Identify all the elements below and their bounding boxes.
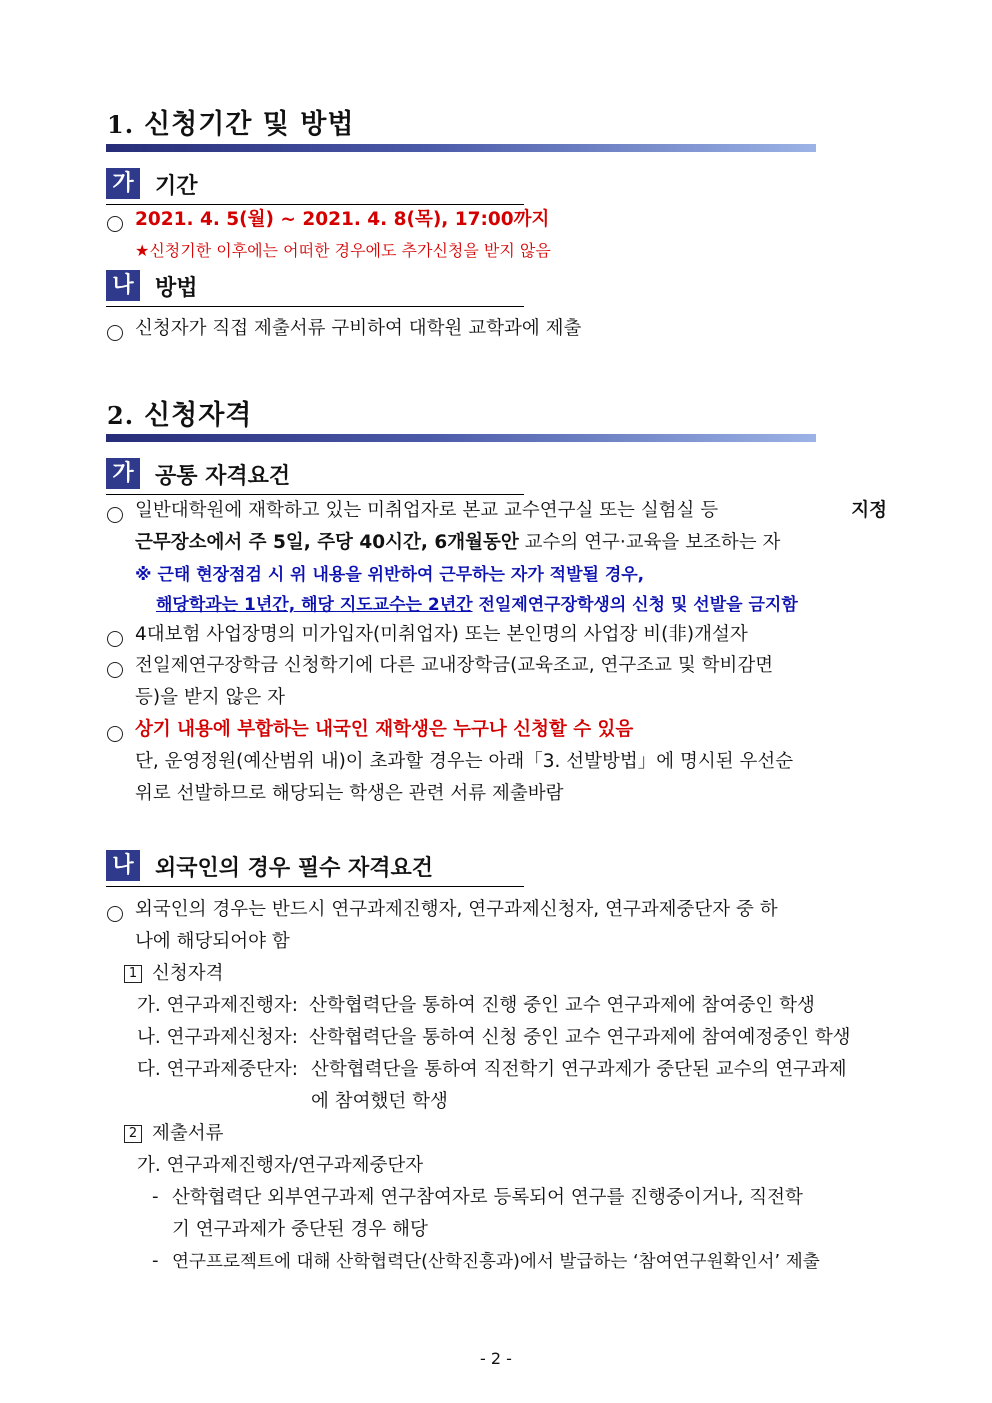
subsection-title: 방법 [155, 276, 198, 301]
bullet-circle-icon [107, 662, 123, 678]
qual-na-value: 산학협력단을 통하여 신청 중인 교수 연구과제에 참여예정중인 학생 [309, 1027, 851, 1048]
document-1-line1: 산학협력단 외부연구과제 연구참여자로 등록되어 연구를 진행중이거나, 직전학 [172, 1187, 803, 1208]
dash-bullet: - [152, 1186, 159, 1207]
item1-line1: 일반대학원에 재학하고 있는 미취업자로 본교 교수연구실 또는 실험실 등 지정 [135, 500, 887, 521]
subsection-badge: 가 [106, 458, 140, 489]
bullet-circle-icon [107, 507, 123, 523]
bullet-circle-icon [107, 216, 123, 232]
period-dates: 2021. 4. 5(월) ~ 2021. 4. 8(목), 17:00까지 [135, 209, 550, 230]
item4-line1: 상기 내용에 부합하는 내국인 재학생은 누구나 신청할 수 있음 [135, 719, 634, 740]
subsection-1-na [106, 270, 524, 307]
subsection-badge: 가 [106, 168, 140, 199]
item4-line2: 단, 운영정원(예산범위 내)이 초과할 경우는 아래「3. 선발방법」에 명시된 우선순 [135, 751, 794, 772]
bullet-circle-icon [107, 726, 123, 742]
qual-ga-value: 산학협력단을 통하여 진행 중인 교수 연구과제에 참여중인 학생 [309, 995, 815, 1016]
item2-text: 4대보험 사업장명의 미가입자(미취업자) 또는 본인명의 사업장 비(非)개설자 [135, 624, 748, 645]
section-2-title: 2. 신청자격 [107, 400, 253, 431]
bullet-circle-icon [107, 325, 123, 341]
documents-heading: 2 제출서류 [124, 1121, 223, 1147]
item1-line2: 근무장소에서 주 5일, 주당 40시간, 6개월동안 교수의 연구·교육을 보조하는 자 [135, 532, 781, 553]
subsection-title: 외국인의 경우 필수 자격요건 [155, 856, 434, 881]
bullet-circle-icon [107, 906, 123, 922]
item4-line3: 위로 선발하므로 해당되는 학생은 관련 서류 제출바람 [135, 783, 564, 804]
document-2: 연구프로젝트에 대해 산학협력단(산학진흥과)에서 발급하는 ‘참여연구원확인서’ 제출 [172, 1252, 820, 1272]
qual-da-value-line2: 에 참여했던 학생 [311, 1091, 448, 1112]
subsection-2-na [106, 850, 524, 887]
number-box-2: 2 [124, 1125, 142, 1143]
item3-line1: 전일제연구장학금 신청학기에 다른 교내장학금(교육조교, 연구조교 및 학비감면 [135, 655, 774, 676]
number-box-1: 1 [124, 965, 142, 983]
foreigner-line2: 나에 해당되어야 함 [135, 931, 290, 952]
qual-ga-key: 가. 연구과제진행자: [137, 995, 298, 1016]
documents-ga: 가. 연구과제진행자/연구과제중단자 [137, 1155, 424, 1176]
subsection-badge: 나 [106, 850, 140, 881]
subsection-title: 공통 자격요건 [155, 464, 291, 489]
subsection-title: 기간 [155, 174, 198, 199]
section-2-bar [106, 434, 816, 442]
method-text: 신청자가 직접 제출서류 구비하여 대학원 교학과에 제출 [135, 318, 582, 339]
item1-note2: 해당학과는 1년간, 해당 지도교수는 2년간 전일제연구장학생의 신청 및 선발을 금지함 [156, 595, 798, 615]
section-1-bar [106, 144, 816, 152]
item1-note1: ※ 근태 현장점검 시 위 내용을 위반하여 근무하는 자가 적발될 경우, [135, 565, 645, 585]
qualification-heading: 1 신청자격 [124, 961, 223, 987]
period-note: ★신청기한 이후에는 어떠한 경우에도 추가신청을 받지 않음 [135, 241, 551, 260]
section-1-title: 1. 신청기간 및 방법 [107, 109, 355, 140]
document-1-line2: 기 연구과제가 중단된 경우 해당 [172, 1219, 428, 1240]
subsection-badge: 나 [106, 270, 140, 301]
foreigner-line1: 외국인의 경우는 반드시 연구과제진행자, 연구과제신청자, 연구과제중단자 중 하 [135, 899, 778, 920]
dash-bullet: - [152, 1250, 159, 1271]
subsection-1-ga [106, 168, 524, 205]
qual-da-value-line1: 산학협력단을 통하여 직전학기 연구과제가 중단된 교수의 연구과제 [311, 1059, 847, 1080]
qual-da-key: 다. 연구과제중단자: [137, 1059, 298, 1080]
bullet-circle-icon [107, 631, 123, 647]
page-number: - 2 - [480, 1349, 512, 1368]
subsection-2-ga [106, 458, 524, 495]
qual-na-key: 나. 연구과제신청자: [137, 1027, 298, 1048]
item3-line2: 등)을 받지 않은 자 [135, 687, 285, 708]
